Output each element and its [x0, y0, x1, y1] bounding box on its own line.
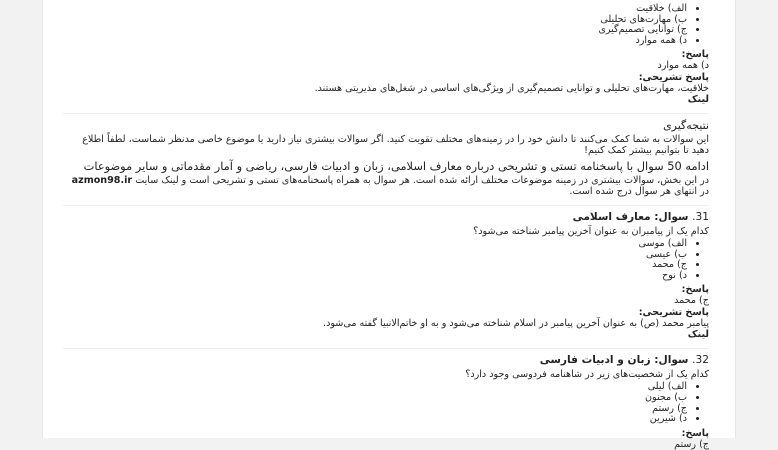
answer-label: پاسخ: [681, 284, 709, 296]
question-number: 32. [692, 354, 709, 367]
continuation-text-before: در این بخش، سوالات بیشتری در زمینه موضوعات مختلف ارائه شده است. هر سوال به همراه پاسخنامه‌های تستی و تشریحی است و لینک سایت [135, 174, 709, 186]
options-list [63, 382, 709, 424]
option-item: • د) همه موارد [63, 36, 687, 47]
answer-label: پاسخ: [681, 49, 709, 61]
explanation-label: پاسخ تشریحی: [638, 72, 709, 84]
explanation-text: پیامبر محمد (ص) به عنوان آخرین پیامبر در اسلام شناخته می‌شود و به او خاتم‌الانبیا گفته می‌شود. [323, 318, 709, 330]
continuation-paragraph [63, 175, 709, 197]
question-heading: سوال: معارف اسلامی [572, 210, 689, 223]
question-title [63, 355, 709, 366]
conclusion-heading: نتیجه‌گیری [663, 119, 709, 133]
divider [63, 205, 709, 206]
prev-options-list [63, 4, 709, 46]
question-text: کدام یک از پیامبران به عنوان آخرین پیامبر شناخته می‌شود؟ [473, 225, 709, 237]
answer-label: پاسخ: [681, 427, 709, 439]
explanation-label: پاسخ تشریحی: [638, 307, 709, 319]
option-item: • ب) مجنون [63, 393, 687, 404]
explanation-text: خلاقیت، مهارت‌های تحلیلی و توانایی تصمیم‌گیری از ویژگی‌های اساسی در شغل‌های مدیریتی هستند. [314, 83, 709, 95]
article-content [43, 0, 735, 450]
answer-text: ج) محمد [674, 295, 709, 307]
option-item: • د) شیرین [63, 414, 687, 425]
divider [63, 113, 709, 114]
site-name: azmon98.ir [71, 174, 133, 186]
option-item: • ج) محمد [63, 260, 687, 271]
option-item: • ب) مهارت‌های تحلیلی [63, 15, 687, 26]
continuation-text-after: در انتهای هر سوال درج شده است. [569, 185, 709, 197]
source-link[interactable]: لینک [687, 329, 709, 341]
option-item: • الف) خلاقیت [63, 4, 687, 15]
source-link[interactable]: لینک [687, 94, 709, 106]
options-list [63, 239, 709, 281]
question-number: 31. [692, 210, 709, 223]
answer-text: ج) رستم [674, 438, 709, 450]
option-item: • الف) موسی [63, 239, 687, 250]
option-item: • د) نوح [63, 271, 687, 282]
option-item: • ب) عیسی [63, 250, 687, 261]
conclusion-paragraph: این سوالات به شما کمک می‌کنند تا دانش خود را در زمینه‌های مختلف تقویت کنید. اگر سوالات بیشتری نیاز دارید یا موضوع خاصی مدنظر شماست، لطفاً اطلاع دهید تا بتوانیم بیشتر کمک کنیم! [82, 134, 709, 157]
question-text: کدام یک از شخصیت‌های زیر در شاهنامه فردوسی وجود دارد؟ [465, 369, 709, 381]
answer-text: د) همه موارد [657, 60, 709, 72]
question-title [63, 212, 709, 223]
option-item: • الف) لیلی [63, 382, 687, 393]
option-item: • ج) رستم [63, 404, 687, 415]
option-item: • ج) توانایی تصمیم‌گیری [63, 25, 687, 36]
question-heading: سوال: زبان و ادبیات فارسی [539, 354, 689, 367]
continuation-heading: ادامه 50 سوال با پاسخنامه تستی و تشریحی درباره معارف اسلامی، زبان و ادبیات فارسی، ریاضی و آمار مقدماتی و سایر موضوعات [83, 159, 709, 174]
divider [63, 348, 709, 349]
document-page [42, 0, 736, 450]
